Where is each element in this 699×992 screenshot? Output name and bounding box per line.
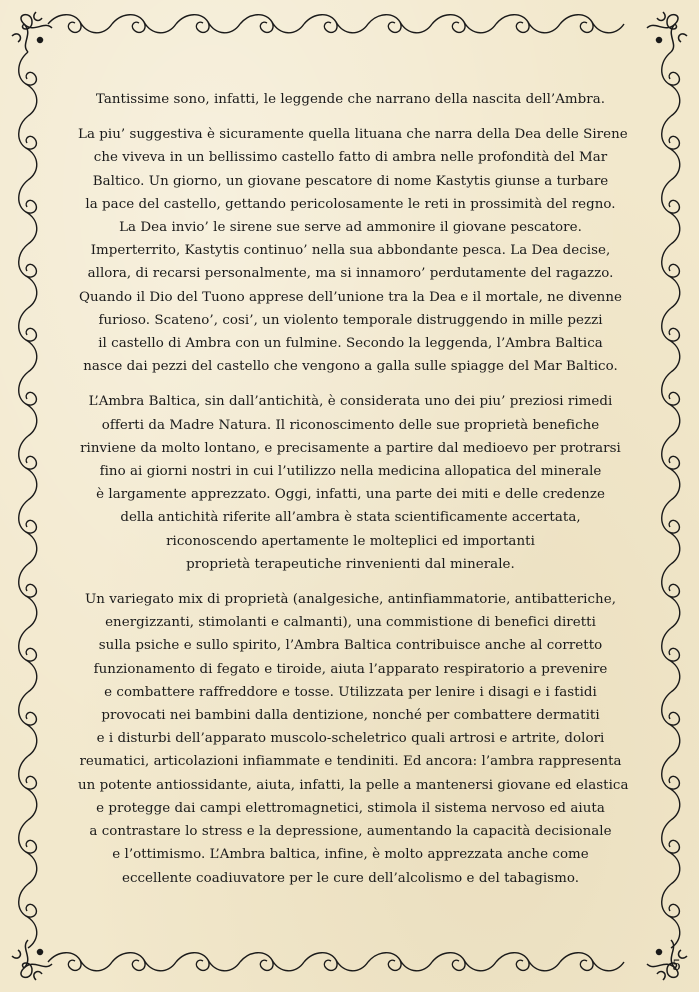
body-text: [78, 88, 629, 902]
text-line: proprietà terapeutiche rinvenienti dal minerale.: [186, 556, 515, 572]
paragraph-properties: [78, 588, 629, 890]
text-line: che viveva in un bellissimo castello fatto di ambra nelle profondità del Mar: [93, 150, 608, 166]
text-line: La Dea invio’ le sirene sue serve ad ammonire il giovane pescatore.: [119, 220, 582, 236]
text-line: Baltico. Un giorno, un giovane pescatore di nome Kastytis giunse a turbare: [92, 173, 609, 189]
paragraph-legend: [78, 123, 628, 378]
text-line: è largamente apprezzato. Oggi, infatti, una parte dei miti e delle credenze: [96, 487, 605, 503]
text-line: la pace del castello, gettando pericolosamente le reti in prossimità del regno.: [85, 196, 616, 212]
text-line: rinviene da molto lontano, e precisamente a partire dal medioevo per protrarsi: [80, 440, 621, 456]
text-line: riconoscendo apertamente le molteplici ed importanti: [166, 533, 535, 549]
text-line: Tantissime sono, infatti, le leggende che narrano della nascita dell’Ambra.: [95, 92, 606, 107]
text-line: L’Ambra Baltica, sin dall’antichità, è considerata uno dei piu’ preziosi rimedi: [88, 394, 613, 410]
paragraph-history: [78, 390, 623, 576]
text-line: il castello di Ambra con un fulmine. Secondo la leggenda, l’Ambra Baltica: [98, 336, 603, 352]
text-line: e protegge dai campi elettromagnetici, stimola il sistema nervoso ed aiuta: [96, 800, 605, 816]
text-line: e combattere raffreddore e tosse. Utilizzata per lenire i disagi e i fastidi: [104, 684, 597, 700]
text-line: energizzanti, stimolanti e calmanti), una commistione di benefici diretti: [105, 615, 596, 631]
text-line: della antichità riferite all’ambra è stata scientificamente accertata,: [120, 510, 581, 526]
text-line: furioso. Scateno’, cosi’, un violento temporale distruggendo in mille pezzi: [98, 312, 603, 328]
text-line: eccellente coadiuvatore per le cure dell’alcolismo e del tabagismo.: [121, 870, 580, 886]
text-line: nasce dai pezzi del castello che vengono a galla sulle spiagge del Mar Baltico.: [83, 359, 618, 375]
text-line: Imperterrito, Kastytis continuo’ nella sua abbondante pesca. La Dea decise,: [90, 243, 611, 259]
text-line: sulla psiche e sullo spirito, l’Ambra Baltica contribuisce anche al corretto: [98, 638, 603, 654]
text-line: provocati nei bambini dalla dentizione, nonché per combattere dermatiti: [101, 708, 600, 724]
text-line: offerti da Madre Natura. Il riconoscimento delle sue proprietà benefiche: [101, 417, 600, 433]
text-line: e l’ottimismo. L’Ambra baltica, infine, è molto apprezzata anche come: [112, 847, 589, 863]
text-line: reumatici, articolazioni infiammate e tendiniti. Ed ancora: l’ambra rappresenta: [79, 754, 622, 770]
text-line: fino ai giorni nostri in cui l’utilizzo nella medicina allopatica del minerale: [99, 464, 602, 480]
text-line: La piu’ suggestiva è sicuramente quella lituana che narra della Dea delle Sirene: [78, 127, 628, 143]
text-line: allora, di recarsi personalmente, ma si innamoro’ perdutamente del ragazzo.: [87, 266, 614, 282]
text-line: a contrastare lo stress e la depressione, aumentando la capacità decisionale: [89, 824, 612, 840]
text-line: funzionamento di fegato e tiroide, aiuta l’apparato respiratorio a prevenire: [93, 661, 608, 677]
text-line: Quando il Dio del Tuono apprese dell’unione tra la Dea e il mortale, ne divenne: [78, 289, 623, 305]
text-line: e i disturbi dell’apparato muscolo-scheletrico quali artrosi e artrite, dolori: [96, 731, 605, 747]
text-line: un potente antiossidante, aiuta, infatti, la pelle a mantenersi giovane ed elastica: [78, 777, 629, 793]
page-number: 5: [672, 958, 681, 974]
text-line: Un variegato mix di proprietà (analgesiche, antinfiammatorie, antibatteriche,: [84, 592, 617, 608]
paragraph-intro: [78, 88, 623, 111]
